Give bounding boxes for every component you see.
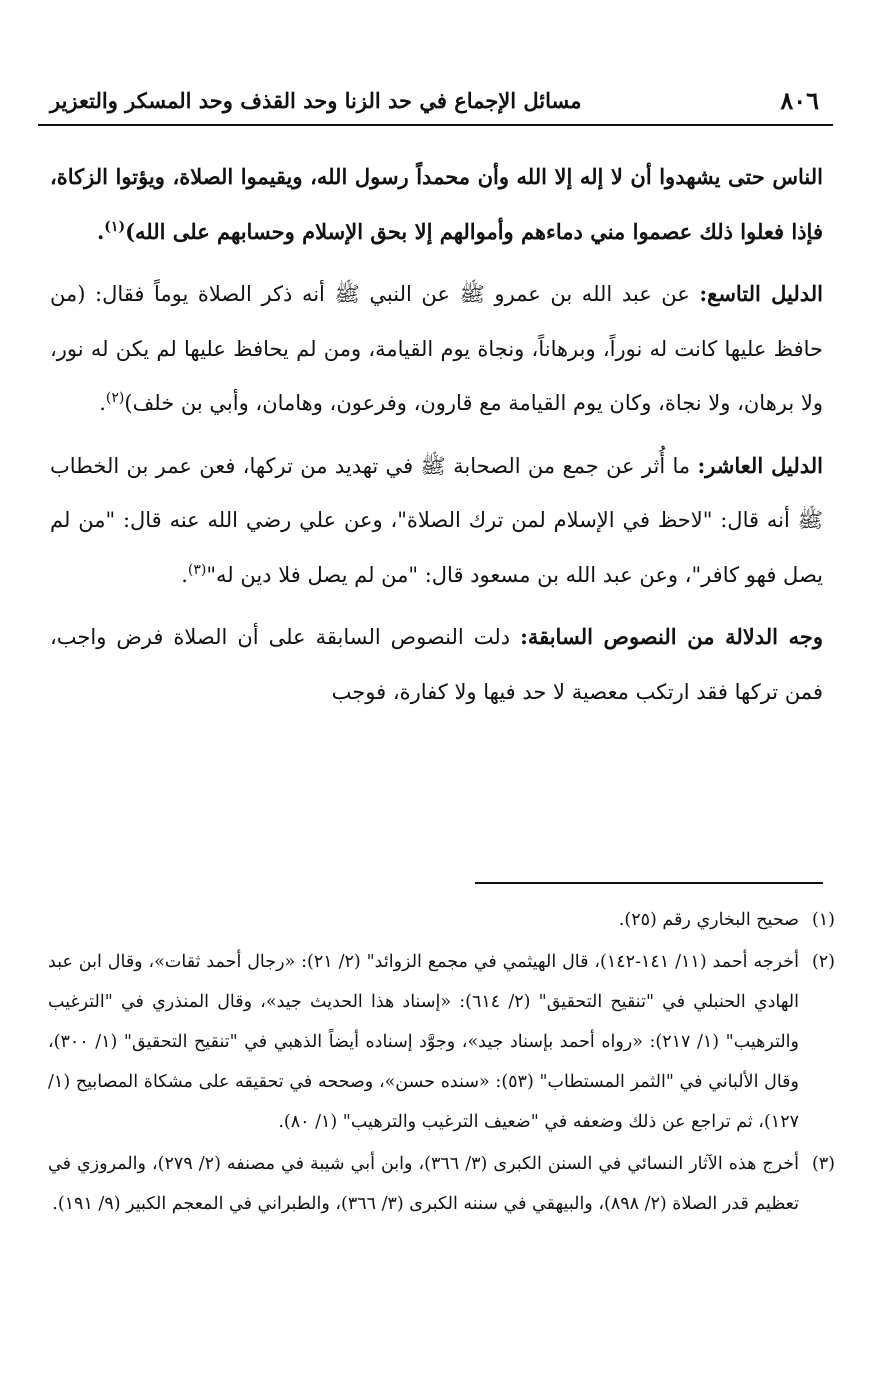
paragraph-end: . — [99, 391, 106, 415]
paragraph-ninth-evidence — [50, 267, 823, 431]
footnote-ref: (٣) — [187, 561, 207, 578]
paragraph-text: عن عبد الله بن عمرو ﷺ عن النبي ﷺ أنه ذكر الصلاة يوماً فقال: (من حافظ عليها كانت له نوراً، وبرهاناً، ونجاة يوم القيامة، ومن لم يحافظ عليها لم يكن له نور، ولا برهان، ولا نجاة، وكان يوم القيامة مع قارون، وفرعون، وهامان، وأبي بن خلف) — [50, 282, 823, 415]
paragraph-tenth-evidence — [50, 439, 823, 603]
paragraph-inference — [50, 610, 823, 719]
footnote-ref: (١) — [104, 218, 126, 235]
footnote-text: صحيح البخاري رقم (٢٥). — [618, 910, 799, 930]
paragraph-text: الناس حتى يشهدوا أن لا إله إلا الله وأن محمداً رسول الله، ويقيموا الصلاة، ويؤتوا الزكاة، فإذا فعلوا ذلك عصموا مني دماءهم وأموالهم إلا بحق الإسلام وحسابهم على الله) — [50, 164, 823, 244]
paragraph-end: . — [96, 218, 105, 244]
page-number: ٨٠٦ — [780, 86, 819, 115]
paragraph-label: الدليل العاشر: — [697, 452, 823, 478]
footnote-item — [48, 1144, 835, 1224]
footnote-item — [48, 942, 835, 1142]
footnote-item — [48, 900, 835, 940]
footnote-number: (٣) — [811, 1154, 835, 1174]
running-head — [46, 86, 827, 122]
running-title: مسائل الإجماع في حد الزنا وحد القذف وحد المسكر والتعزير — [50, 88, 582, 113]
footnote-text: أخرجه أحمد (١١/ ١٤١-١٤٢)، قال الهيثمي في مجمع الزوائد" (٢/ ٢١): «رجال أحمد ثقات»، وقال ابن عبد الهادي الحنبلي في "تنقيح التحقيق" (٢/ ٦١٤): «إسناد هذا الحديث جيد»، وقال المنذري في "الترغيب والترهيب" (١/ ٢١٧): «رواه أحمد بإسناد جيد»، وجوَّد إسناده أيضاً الذهبي في "تنقيح التحقيق" (١/ ٣٠٠)، وقال الألباني في "الثمر المستطاب" (٥٣): «سنده حسن»، وصححه في تحقيقه على مشكاة المصابيح (١/ ١٢٧)، ثم تراجع عن ذلك وضعفه في "ضعيف الترغيب والترهيب" (١/ ٨٠). — [48, 952, 799, 1132]
paragraph-label: الدليل التاسع: — [699, 281, 823, 306]
footnote-text: أخرج هذه الآثار النسائي في السنن الكبرى (٣/ ٣٦٦)، وابن أبي شيبة في مصنفه (٢/ ٢٧٩)، والمروزي في تعظيم قدر الصلاة (٢/ ٨٩٨)، والبيهقي في سننه الكبرى (٣/ ٣٦٦)، والطبراني في المعجم الكبير (٩/ ١٩١). — [48, 1154, 799, 1214]
paragraph-text: ما أُثر عن جمع من الصحابة ﷺ في تهديد من تركها، فعن عمر بن الخطاب ﷺ أنه قال: "لاحظ في الإسلام لمن ترك الصلاة"، وعن علي رضي الله عنه قال: "من لم يصل فهو كافر"، وعن عبد الله بن مسعود قال: "من لم يصل فلا دين له" — [50, 453, 823, 587]
paragraph-hadith-continuation — [50, 150, 823, 259]
paragraph-end: . — [181, 562, 188, 587]
footnote-rule — [475, 882, 823, 884]
footnote-ref: (٢) — [105, 390, 125, 406]
header-rule — [38, 124, 833, 126]
footnote-number: (١) — [811, 910, 835, 930]
paragraph-label: وجه الدلالة من النصوص السابقة: — [520, 624, 823, 649]
main-text — [50, 150, 823, 727]
footnotes — [48, 900, 835, 1226]
paragraph-text: دلت النصوص السابقة على أن الصلاة فرض واجب، فمن تركها فقد ارتكب معصية لا حد فيها ولا كفارة، فوجب — [50, 625, 823, 704]
footnote-number: (٢) — [811, 952, 835, 972]
